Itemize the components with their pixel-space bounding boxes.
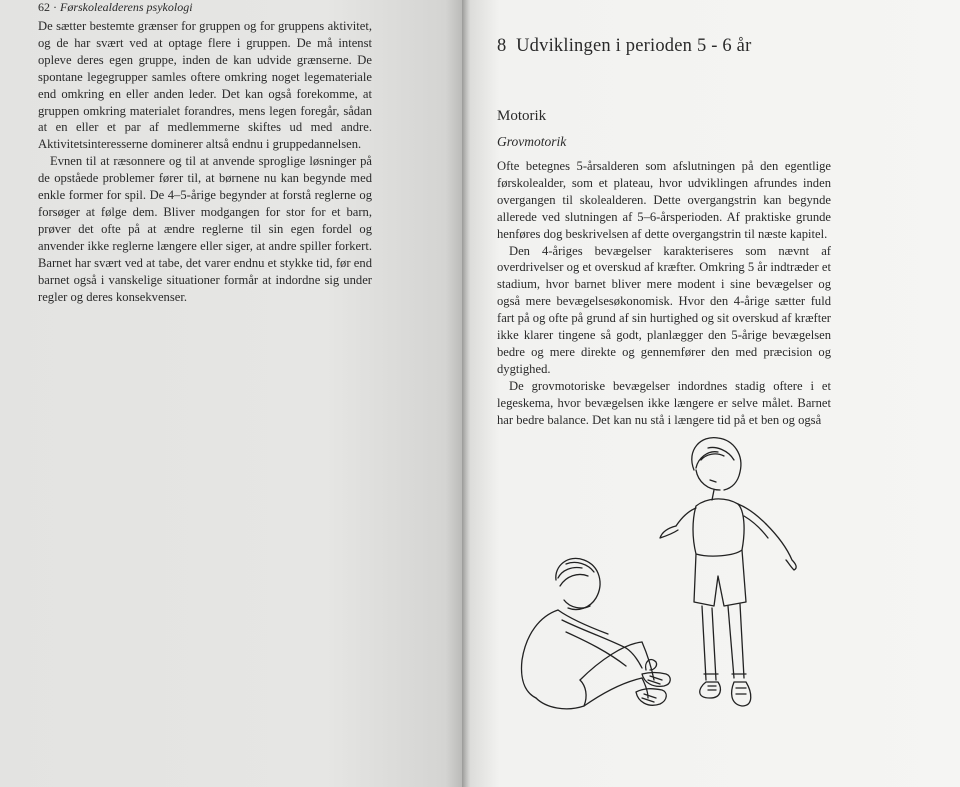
left-body-text (38, 18, 372, 305)
subsection-title: Grovmotorik (497, 134, 567, 149)
paragraph: De grovmotoriske bevægelser indordnes stadig oftere i et legeskema, hvor bevægelsen ikke længere er selve målet. Barnet har bedre balance. Det kan nu stå i længere tid på et ben og også (497, 378, 831, 427)
sitting-boy-figure (522, 558, 671, 708)
chapter-number: 8 (497, 36, 507, 56)
chapter-title: Udviklingen i perioden 5 - 6 år (516, 36, 752, 56)
running-title: Førskolealderens psykologi (60, 0, 193, 14)
paragraph: Den 4-åriges bevægelser karakteriseres som nævnt af overdrivelser og et overskud af kræfter. Omkring 5 år indtræder et stadium, hvor barnet bliver mere modent i sine bevægelser og også mere bevægelsesøkonomisk. Hvor den 4-årige sætter fuld fart på og ofte på grund af sin hurtighed og sit overskud af kræfter ikke klarer tingene så godt, planlægger den 5-årige bevægelsen bedre og mere direkte og gennemfører den med præcision og dygtighed. (497, 243, 831, 376)
paragraph: Evnen til at ræsonnere og til at anvende sproglige løsninger på de opståede problemer fører til, at børnene nu kan begynde med enkle former for spil. De 4–5-årige begynder at forstå reglerne og forsøger at følge dem. Bliver modgangen for stor for et barn, prøver det ofte på at ændre reglerne til sin egen fordel og anvender ikke reglerne længere eller siger, at andre spiller forkert. Barnet har svært ved at tabe, det varer endnu et stykke tid, før end barnet også i vanskelige situationer formår at indordne sig under regler og deres konsekvenser. (38, 154, 372, 304)
right-body-text (497, 158, 831, 429)
standing-boy-figure (660, 438, 796, 706)
paragraph: Ofte betegnes 5-årsalderen som afslutningen på den egentlige førskolealder, som et plateau, hvor udviklingen afrundes inden overgangen til skolealderen. Dette overgangstrin kan begynde allerede ved slutningen af 5–6-årsperioden. Af praktiske grunde henføres dog beskrivelsen af dette overgangstrin til næste kapitel. (497, 159, 831, 241)
running-head-separator: · (53, 0, 60, 14)
paragraph: De sætter bestemte grænser for gruppen og for gruppens aktivitet, og de har svært ved at optage flere i gruppen. De må intenst opleve deres egen gruppe, inden de kan udvide grænserne. De spontane legegrupper samles oftere omkring noget legemateriale end omkring en eller anden leder. Det kan også forekomme, at gruppen omkring materialet forandres, mens legen foregår, sådan at en eller et par af medlemmerne skiftes ud med andre. Aktivitetsinteresserne dominerer altså endnu i gruppedannelsen. (38, 19, 372, 152)
running-head (38, 0, 193, 15)
page-number: 62 (38, 0, 50, 14)
left-page (0, 0, 464, 787)
section-title: Motorik (497, 108, 547, 124)
children-illustration (496, 430, 816, 730)
chapter-heading (497, 36, 751, 57)
